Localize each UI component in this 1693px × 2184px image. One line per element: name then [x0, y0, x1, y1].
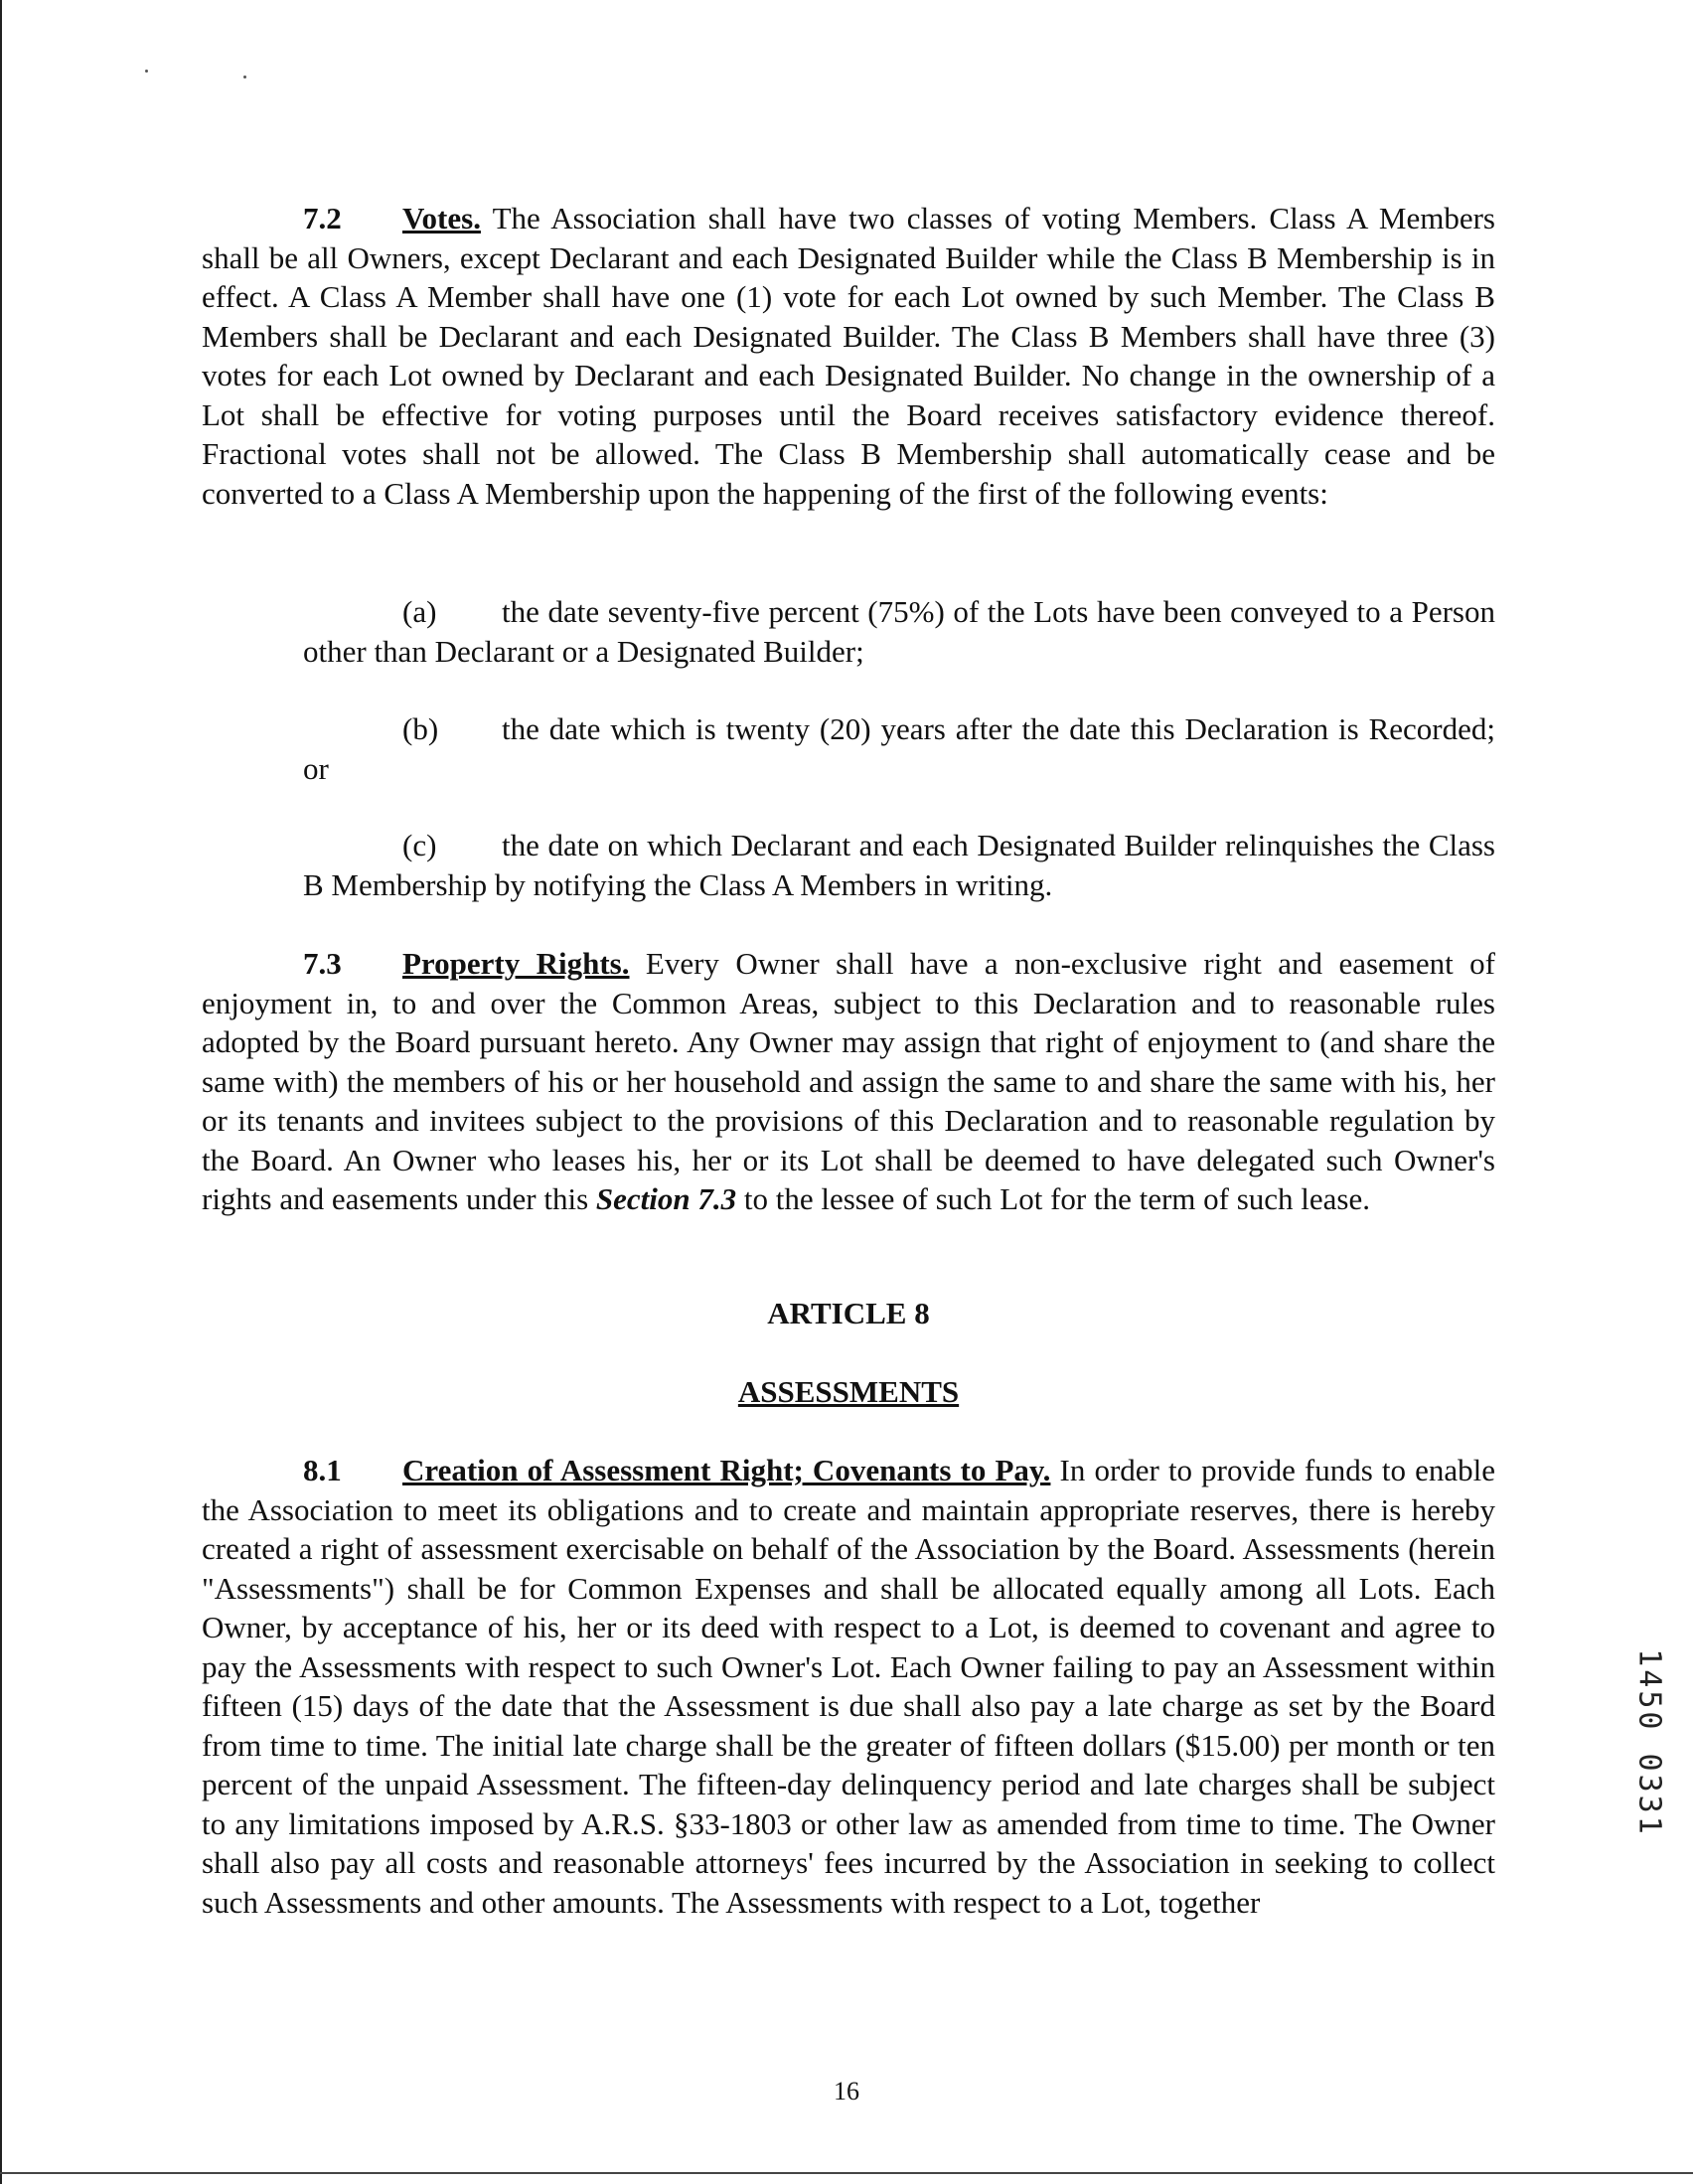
section-number: 7.3	[303, 946, 342, 981]
scan-speck	[243, 76, 246, 78]
section-7-3	[202, 944, 1495, 1219]
article-heading: ARTICLE 8	[767, 1296, 930, 1330]
section-body: In order to provide funds to enable the Association to meet its obligations and to create and maintain appropriate reserves, there is hereby created a right of assessment exercisable on behalf of the Association by the Board. Assessments (herein "Assessments") shall be for Common Expenses and shall be allocated equally among all Lots. Each Owner, by acceptance of his, her or its deed with respect to a Lot, is deemed to covenant and agree to pay the Assessments with respect to such Owner's Lot. Each Owner failing to pay an Assessment within fifteen (15) days of the date that the Assessment is due shall also pay a late charge as set by the Board from time to time. The initial late charge shall be the greater of fifteen dollars ($15.00) per month or ten percent of the unpaid Assessment. The fifteen-day delinquency period and late charges shall be subject to any limitations imposed by A.R.S. §33-1803 or other law as amended from time to time. The Owner shall also pay all costs and reasonable attorneys' fees incurred by the Association in seeking to collect such Assessments and other amounts. The Assessments with respect to a Lot, together	[202, 1453, 1495, 1920]
section-body: Every Owner shall have a non-exclusive right and easement of enjoyment in, to and over the Common Areas, subject to this Declaration and to reasonable rules adopted by the Board pursuant hereto. Any Owner may assign that right of enjoyment to (and share the same with) the members of his or her household and assign the same to and share the same with his, her or its tenants and invitees subject to the provisions of this Declaration and to reasonable regulation by the Board. An Owner who leases his, her or its Lot shall be deemed to have delegated such Owner's rights and easements under this	[202, 946, 1495, 1216]
section-reference: Section 7.3	[595, 1181, 737, 1216]
section-title: Votes.	[402, 201, 481, 235]
scan-left-edge	[0, 0, 2, 2184]
list-item-label: (a)	[402, 594, 437, 629]
list-item-c	[202, 826, 1495, 904]
list-item-text: the date seventy-five percent (75%) of the Lots have been conveyed to a Person other than Declarant or a Designated Builder;	[303, 594, 1495, 669]
scan-bottom-edge	[0, 2172, 1693, 2174]
section-7-3-paragraph	[202, 944, 1495, 1219]
page-number: 16	[834, 2077, 859, 2106]
section-number: 8.1	[303, 1453, 342, 1487]
section-7-2	[202, 199, 1495, 513]
list-item-b	[202, 709, 1495, 788]
section-8-1	[202, 1451, 1495, 1922]
section-7-2-paragraph	[202, 199, 1495, 513]
section-8-1-paragraph	[202, 1451, 1495, 1922]
list-item-a	[202, 592, 1495, 671]
section-title: Property Rights.	[402, 946, 630, 981]
list-item-text: the date on which Declarant and each Designated Builder relinquishes the Class B Membership by notifying the Class A Members in writing.	[303, 828, 1495, 902]
list-item-label: (b)	[402, 711, 439, 746]
scan-speck	[145, 70, 148, 73]
article-subheading	[202, 1372, 1495, 1412]
section-body: The Association shall have two classes of voting Members. Class A Members shall be all Owners, except Declarant and each Designated Builder while the Class B Membership is in effect. A Class A Member shall have one (1) vote for each Lot owned by such Member. The Class B Members shall be Declarant and each Designated Builder. The Class B Members shall have three (3) votes for each Lot owned by Declarant and each Designated Builder. No change in the ownership of a Lot shall be effective for voting purposes until the Board receives satisfactory evidence thereof. Fractional votes shall not be allowed. The Class B Membership shall automatically cease and be converted to a Class A Membership upon the happening of the first of the following events:	[202, 201, 1495, 511]
recording-stamp-text: 1450 0331	[1631, 1648, 1667, 1837]
section-number: 7.2	[303, 201, 342, 235]
article-subheading-text: ASSESSMENTS	[737, 1374, 960, 1409]
section-body-end: to the lessee of such Lot for the term of such lease.	[743, 1181, 1371, 1216]
list-item-label: (c)	[402, 828, 437, 862]
list-item-text: the date which is twenty (20) years after the date this Declaration is Recorded; or	[303, 711, 1495, 786]
recording-stamp	[1629, 1614, 1669, 1872]
section-title: Creation of Assessment Right; Covenants to Pay.	[402, 1453, 1051, 1487]
